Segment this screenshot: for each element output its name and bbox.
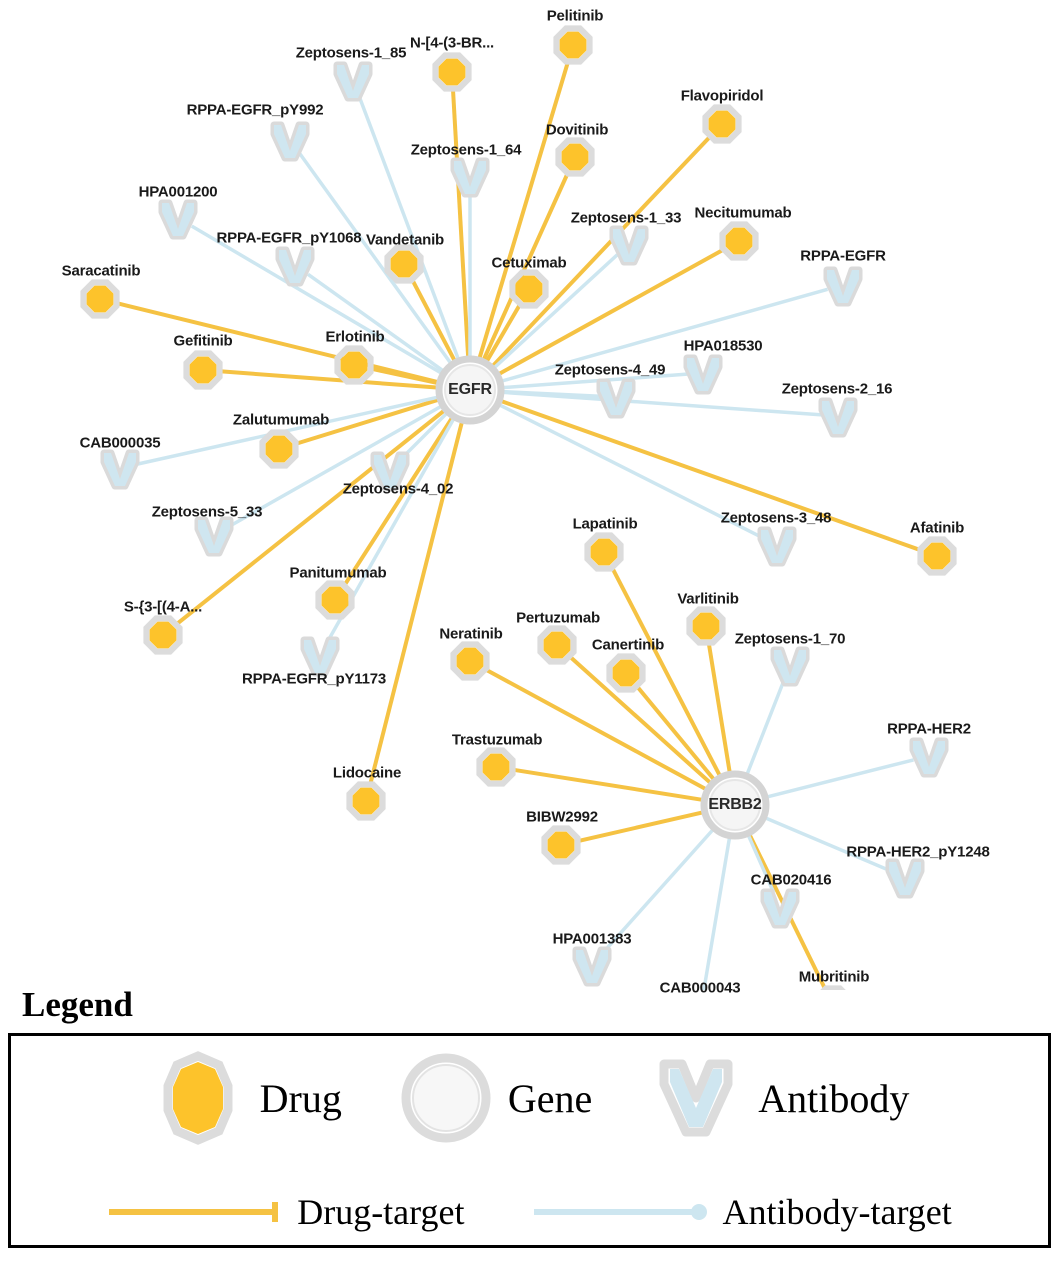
drug-label-10: Zalutumumab — [232, 411, 330, 429]
drug-node[interactable] — [924, 543, 951, 570]
edge-antibody-target — [764, 760, 913, 798]
drug-label-17: Neratinib — [439, 625, 503, 643]
gene-label-EGFR: EGFR — [448, 381, 492, 398]
antibody-label-17: RPPA-HER2_pY1248 — [846, 843, 990, 861]
edge-antibody-target — [703, 835, 730, 990]
antibody-label-11: Zeptosens-4_02 — [342, 480, 454, 498]
gene-label-ERBB2: ERBB2 — [708, 796, 762, 813]
drug-label-5: Vandetanib — [365, 231, 445, 249]
antibody-label-10: CAB000035 — [79, 434, 161, 452]
drug-node[interactable] — [591, 539, 618, 566]
edge-antibody-target — [746, 680, 784, 777]
drug-label-3: Dovitinib — [545, 121, 609, 139]
legend-edge-drug-target — [107, 1191, 464, 1233]
edge-antibody-target — [308, 274, 446, 372]
antibody-edge-icon — [532, 1199, 712, 1225]
drug-node[interactable] — [190, 357, 217, 384]
antibody-icon — [648, 1050, 744, 1146]
drug-label-4: Necitumumab — [694, 204, 792, 222]
drug-node[interactable] — [457, 648, 484, 675]
antibody-label-0: Zeptosens-1_85 — [295, 44, 407, 62]
drug-label-12: Lapatinib — [572, 515, 638, 533]
antibody-label-5: RPPA-EGFR_pY1068 — [216, 229, 362, 247]
legend-edge-row — [11, 1191, 1048, 1233]
legend-title: Legend — [22, 985, 133, 1024]
drug-label-1: N-[4-(3-BR... — [409, 34, 495, 52]
drug-node[interactable] — [353, 788, 380, 815]
drug-node[interactable] — [726, 228, 753, 255]
antibody-label-13: Zeptosens-3_48 — [720, 509, 832, 527]
drug-node[interactable] — [548, 832, 575, 859]
antibody-label-6: RPPA-EGFR — [800, 247, 886, 265]
antibody-label-9: Zeptosens-2_16 — [781, 380, 893, 398]
drug-node[interactable] — [150, 622, 177, 649]
legend-label-antibody-target: Antibody-target — [722, 1192, 952, 1232]
antibody-label-1: RPPA-EGFR_pY992 — [186, 101, 324, 119]
edge-drug-target — [344, 415, 454, 585]
drug-label-16: Pertuzumab — [516, 609, 600, 627]
antibody-label-4: Zeptosens-1_33 — [570, 209, 682, 227]
drug-node[interactable] — [693, 613, 720, 640]
drug-label-22: Mubritinib — [798, 968, 870, 986]
drug-label-7: Saracatinib — [61, 262, 141, 280]
drug-edge-icon — [107, 1199, 287, 1225]
legend-item-antibody — [648, 1050, 909, 1146]
drug-label-19: Trastuzumab — [451, 731, 543, 749]
drug-label-11: Afatinib — [909, 519, 965, 537]
legend-label-gene: Gene — [507, 1075, 593, 1121]
edge-drug-target — [709, 643, 730, 776]
edge-drug-target — [498, 400, 921, 550]
legend-item-gene — [398, 1050, 592, 1146]
edge-drug-target — [453, 89, 468, 360]
antibody-label-7: HPA018530 — [683, 337, 763, 355]
edge-drug-target — [637, 686, 716, 782]
legend-label-drug-target: Drug-target — [297, 1192, 465, 1232]
gene-icon — [398, 1050, 494, 1146]
drug-label-2: Flavopiridol — [680, 87, 764, 105]
drug-label-0: Pelitinib — [546, 7, 604, 25]
drug-node[interactable] — [544, 632, 571, 659]
edge-drug-target — [479, 61, 569, 361]
antibody-label-8: Zeptosens-4_49 — [554, 361, 666, 379]
antibody-label-14: Zeptosens-1_70 — [734, 630, 846, 648]
drug-label-13: Panitumumab — [289, 564, 387, 582]
drug-label-6: Cetuximab — [491, 254, 567, 272]
antibody-label-3: HPA001200 — [138, 183, 218, 201]
drug-node[interactable] — [439, 59, 466, 86]
antibody-label-19: HPA001383 — [552, 930, 632, 948]
legend-label-drug: Drug — [259, 1075, 342, 1121]
drug-label-15: S-{3-[(4-A... — [123, 598, 203, 616]
legend-label-antibody: Antibody — [758, 1075, 910, 1121]
legend-node-row — [11, 1050, 1048, 1146]
drug-node[interactable] — [483, 754, 510, 781]
antibody-label-20: CAB000043 — [659, 979, 741, 997]
drug-node[interactable] — [613, 660, 640, 687]
drug-node[interactable] — [709, 111, 736, 138]
drug-label-14: Varlitinib — [677, 590, 739, 608]
edge-antibody-target — [500, 392, 822, 415]
antibody-label-12: Zeptosens-5_33 — [151, 503, 263, 521]
drug-node[interactable] — [322, 587, 349, 614]
drug-node[interactable] — [266, 436, 293, 463]
legend-edge-antibody-target — [532, 1191, 951, 1233]
drug-node[interactable] — [341, 352, 368, 379]
drug-icon — [150, 1050, 246, 1146]
legend — [8, 985, 1051, 1248]
antibody-label-18: CAB020416 — [750, 871, 832, 889]
legend-box — [8, 1033, 1051, 1248]
drug-label-18: Canertinib — [591, 636, 665, 654]
antibody-label-15: RPPA-EGFR_pY1173 — [241, 670, 387, 688]
drug-label-9: Gefitinib — [173, 332, 233, 350]
drug-node[interactable] — [516, 276, 543, 303]
drug-node[interactable] — [562, 144, 589, 171]
drug-label-20: Lidocaine — [332, 764, 402, 782]
drug-node[interactable] — [560, 32, 587, 59]
legend-item-drug — [150, 1050, 342, 1146]
antibody-label-16: RPPA-HER2 — [887, 720, 971, 738]
drug-label-8: Erlotinib — [325, 328, 385, 346]
drug-node[interactable] — [391, 251, 418, 278]
antibody-label-2: Zeptosens-1_64 — [410, 141, 522, 159]
drug-node[interactable] — [87, 286, 114, 313]
drug-label-21: BIBW2992 — [526, 808, 598, 826]
